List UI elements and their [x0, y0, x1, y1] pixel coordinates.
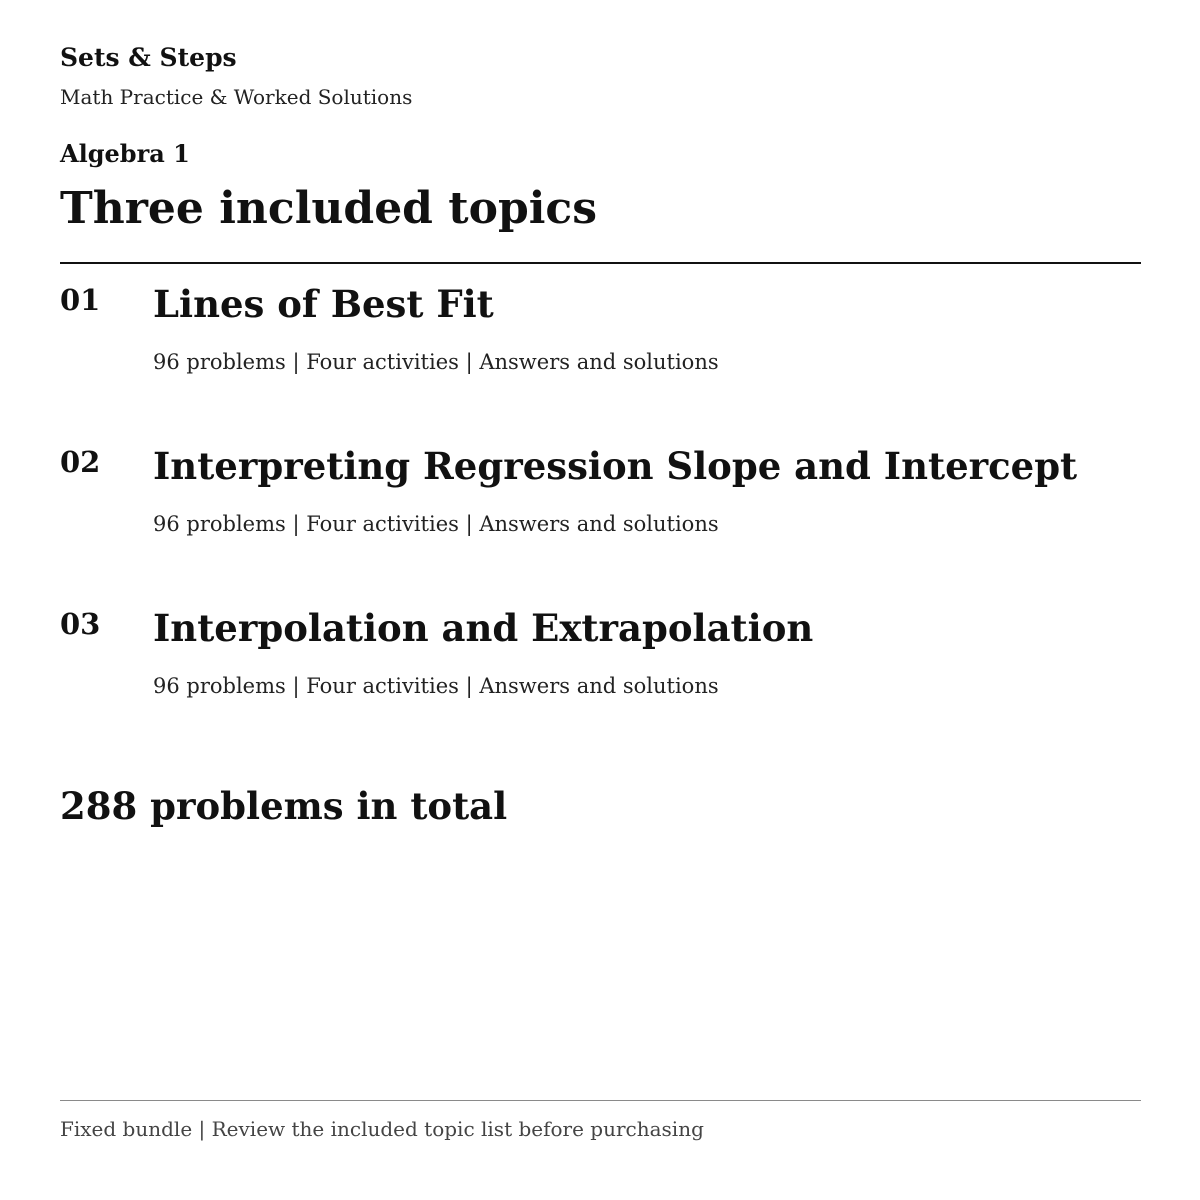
- topic-number: 03: [60, 607, 101, 641]
- footer-note: Fixed bundle | Review the included topic list before purchasing: [60, 1117, 704, 1141]
- problem-total: 288 problems in total: [60, 784, 508, 828]
- topic-number: 01: [60, 283, 101, 317]
- topic-meta: 96 problems | Four activities | Answers and solutions: [153, 512, 719, 536]
- topic-item: [60, 604, 1141, 744]
- bundle-page: [60, 0, 1141, 1200]
- topic-number: 02: [60, 445, 101, 479]
- footer-divider: [60, 1100, 1141, 1101]
- course-label: Algebra 1: [60, 139, 190, 168]
- brand-tagline: Math Practice & Worked Solutions: [60, 85, 413, 109]
- topic-meta: 96 problems | Four activities | Answers and solutions: [153, 350, 719, 374]
- topic-title: Lines of Best Fit: [153, 282, 494, 326]
- header-divider: [60, 262, 1141, 264]
- topic-meta: 96 problems | Four activities | Answers and solutions: [153, 674, 719, 698]
- topic-item: [60, 280, 1141, 420]
- topic-title: Interpolation and Extrapolation: [153, 606, 814, 650]
- brand-name: Sets & Steps: [60, 43, 237, 72]
- topic-item: [60, 442, 1141, 582]
- topic-title: Interpreting Regression Slope and Intercept: [153, 444, 1078, 488]
- page-title: Three included topics: [60, 183, 597, 234]
